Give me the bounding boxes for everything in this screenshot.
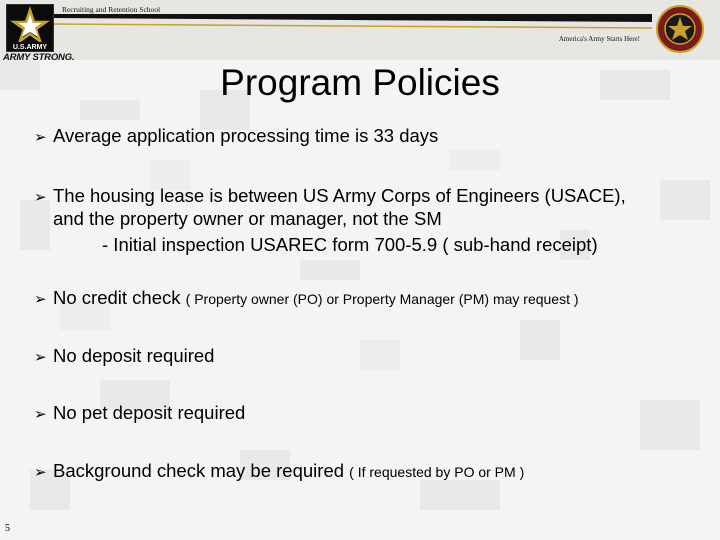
sub-item-inspection: - Initial inspection USAREC form 700-5.9 ( sub-hand receipt) — [102, 234, 598, 255]
bullet-background-check — [34, 460, 524, 483]
bullet-housing-lease — [34, 185, 626, 256]
bullet-processing-time — [34, 125, 438, 148]
page-number: 5 — [5, 523, 10, 534]
bullet-text: No credit check — [53, 287, 181, 308]
svg-text:U.S.ARMY: U.S.ARMY — [12, 44, 48, 51]
recruiting-seal — [655, 4, 705, 54]
header-rule — [52, 14, 652, 34]
bullet-text: The housing lease is between US Army Corps of Engineers (USACE), — [53, 185, 626, 206]
bullet-text: Average application processing time is 33 days — [53, 125, 439, 146]
army-strong-slogan: ARMY STRONG. — [3, 52, 75, 63]
bullet-text: Background check may be required — [53, 460, 345, 481]
bullet-text: No deposit required — [53, 345, 215, 366]
bullet-no-deposit — [34, 345, 214, 368]
arrow-bullet-icon: ➢ — [34, 463, 47, 481]
bullet-note: ( If requested by PO or PM ) — [349, 464, 525, 480]
arrow-bullet-icon: ➢ — [34, 188, 47, 206]
bullet-credit-check — [34, 287, 579, 310]
arrow-bullet-icon: ➢ — [34, 405, 47, 423]
tagline: America's Army Starts Here! — [558, 35, 640, 43]
arrow-bullet-icon: ➢ — [34, 290, 47, 308]
arrow-bullet-icon: ➢ — [34, 128, 47, 146]
bullet-no-pet-deposit — [34, 402, 245, 425]
slide-title: Program Policies — [220, 62, 500, 103]
star-icon — [7, 5, 53, 51]
arrow-bullet-icon: ➢ — [34, 348, 47, 366]
army-logo — [6, 4, 54, 52]
bullet-note: ( Property owner (PO) or Property Manager (PM) may request ) — [185, 291, 579, 307]
bullet-text-continued: and the property owner or manager, not the SM — [53, 208, 442, 229]
bullet-text: No pet deposit required — [53, 402, 246, 423]
school-name: Recruiting and Retention School — [62, 5, 161, 14]
